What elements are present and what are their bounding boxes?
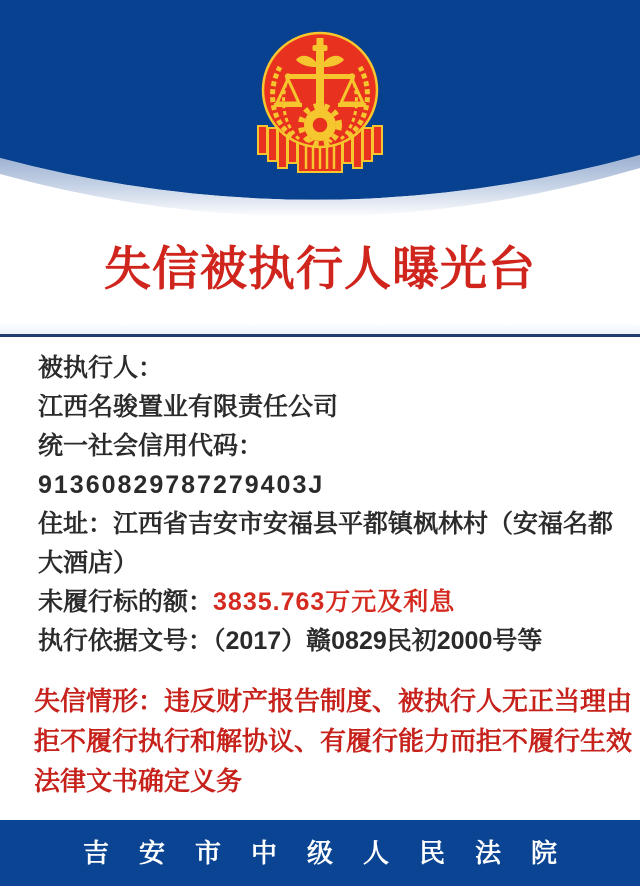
page-title: 失信被执行人曝光台 — [104, 242, 536, 297]
court-name: 吉安市中级人民法院 — [82, 838, 587, 868]
address-line-2: 大酒店） — [38, 549, 139, 577]
dishonesty-paragraph — [34, 681, 633, 801]
credit-code-value: 91360829787279403J — [38, 471, 325, 499]
basis-label: 执行依据文号： — [38, 627, 214, 655]
amount-value: 3835.763万元及利息 — [213, 588, 456, 616]
footer-bar — [0, 820, 640, 886]
header-banner — [0, 0, 640, 232]
address-line-1: 住址：江西省吉安市安福县平都镇枫林村（安福名都 — [38, 510, 614, 538]
basis-value: （2017）赣0829民初2000号等 — [213, 627, 543, 655]
dishonesty-line-3: 法律文书确定义务 — [34, 766, 243, 796]
debtor-record — [38, 349, 614, 661]
divider-soft-band — [0, 322, 640, 334]
amount-label: 未履行标的额： — [38, 588, 214, 616]
dishonesty-line-1: 失信情形：违反财产报告制度、被执行人无正当理由 — [34, 686, 633, 716]
section-divider — [0, 334, 640, 337]
court-emblem-icon — [252, 30, 388, 208]
debtor-label: 被执行人： — [38, 354, 164, 382]
basis-line — [38, 622, 610, 661]
debtor-name: 江西名骏置业有限责任公司 — [38, 393, 339, 421]
credit-code-label: 统一社会信用代码： — [38, 432, 264, 460]
amount-line — [38, 583, 610, 622]
dishonesty-line-2: 拒不履行执行和解协议、有履行能力而拒不履行生效 — [34, 726, 633, 756]
